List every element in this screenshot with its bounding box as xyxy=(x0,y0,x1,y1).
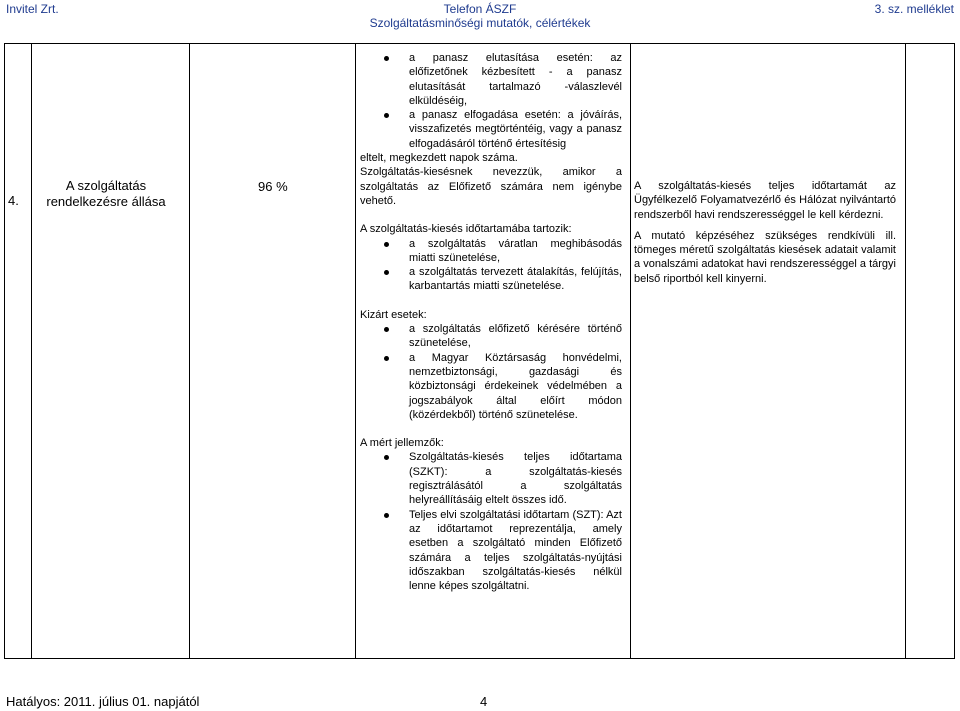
measured-list xyxy=(360,450,622,593)
excluded-title: Kizárt esetek: xyxy=(360,308,427,321)
definition-text: Szolgáltatás-kiesésnek nevezzük, amikor a szolgáltatás az Előfizető számára nem igénybe vehető. xyxy=(360,166,622,207)
indicator-name: A szolgáltatás rendelkezésre állása xyxy=(46,178,166,209)
column-divider xyxy=(189,44,190,658)
list-item: a panasz elutasítása esetén: az előfizetőnek kézbesített - a panasz elutasítását tartalmazó -válaszlevél elküldéséig, xyxy=(360,51,622,108)
includes-list xyxy=(360,237,622,294)
document-title xyxy=(0,2,960,30)
definition-column xyxy=(360,51,622,593)
page-number: 4 xyxy=(480,694,488,709)
measured-title: A mért jellemzők: xyxy=(360,437,444,450)
column-divider xyxy=(630,44,631,658)
page-footer xyxy=(6,694,488,709)
column-divider xyxy=(355,44,356,658)
includes-title: A szolgáltatás-kiesés időtartamába tartozik: xyxy=(360,223,572,236)
target-value: 96 % xyxy=(258,179,288,194)
document-title-line1: Telefon ÁSZF xyxy=(443,2,517,16)
column-divider xyxy=(905,44,906,658)
excluded-list xyxy=(360,322,622,422)
note-query: A szolgáltatás-kiesés teljes időtartamát az Ügyfélkezelő Folyamatvezérlő és Hálózat nyilvántartó rendszerből havi rendszerességgel le kell kérdezni. xyxy=(634,180,896,221)
list-item: a Magyar Köztársaság honvédelmi, nemzetbiztonsági, gazdasági és közbiztonsági érdekeinek védelmében a jogszabályok által előírt módon (közérdekből) történő szünetelése. xyxy=(360,351,622,422)
document-title-line2: Szolgáltatásminőségi mutatók, célértékek xyxy=(369,16,591,30)
list-item: a panasz elfogadása esetén: a jóváírás, visszafizetés megtörténtéig, vagy a panasz elfogadásáról történő értesítésig xyxy=(360,108,622,151)
list-item: Teljes elvi szolgáltatási időtartam (SZT): Azt az időtartamot reprezentálja, amely esetben a szolgáltató minden Előfizető számára a teljes szolgáltatás-nyújtási időszakban szolgáltatás-kiesés nélkül lenne képes szolgáltatni. xyxy=(360,508,622,594)
effective-date: Hatályos: 2011. július 01. napjától xyxy=(6,694,200,709)
company-name: Invitel Zrt. xyxy=(6,2,59,16)
page-header xyxy=(0,2,960,32)
list-item: a szolgáltatás előfizető kérésére történő szünetelése, xyxy=(360,322,622,351)
annex-label: 3. sz. melléklet xyxy=(874,2,954,16)
list-item: a szolgáltatás váratlan meghibásodás miatti szünetelése, xyxy=(360,237,622,266)
list-item: a szolgáltatás tervezett átalakítás, felújítás, karbantartás miatti szünetelése. xyxy=(360,265,622,294)
complaint-bullet-list xyxy=(360,51,622,151)
row-number: 4. xyxy=(8,193,19,208)
column-divider xyxy=(31,44,32,658)
list-item: Szolgáltatás-kiesés teljes időtartama (SZKT): a szolgáltatás-kiesés regisztrálásától a szolgáltatás helyreállításáig eltelt összes idő. xyxy=(360,450,622,507)
elapsed-days-text: eltelt, megkezdett napok száma. xyxy=(360,152,518,165)
note-data-source: A mutató képzéséhez szükséges rendkívüli ill. tömeges méretű szolgáltatás kiesések adatait valamit a vonalszámi adatokat havi rendszerességgel a tárgyi belső riportból kell kinyerni. xyxy=(634,229,896,285)
notes-column xyxy=(634,179,896,286)
